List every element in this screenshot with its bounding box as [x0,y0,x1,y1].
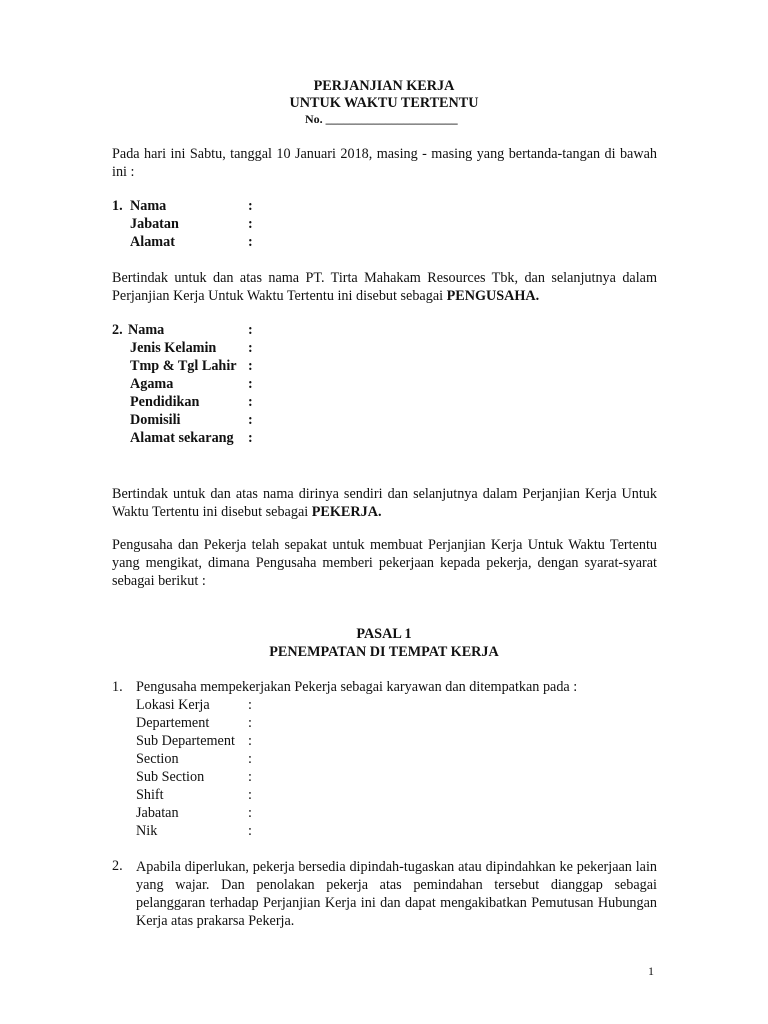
party2-number: 2. [112,322,123,338]
party2-label-alamat-sekarang: Alamat sekarang [130,430,234,446]
party2-colon: : [248,340,253,356]
item1-colon: : [248,733,252,749]
item1-colon: : [248,769,252,785]
item1-colon: : [248,751,252,767]
party1-colon: : [248,234,253,250]
party1-paragraph [112,269,657,305]
document-title: PERJANJIAN KERJA [313,78,455,94]
pasal1-subheading: PENEMPATAN DI TEMPAT KERJA [269,644,499,660]
page-number: 1 [648,964,654,978]
item1-colon: : [248,823,252,839]
party2-label-jenis-kelamin: Jenis Kelamin [130,340,217,356]
party1-label-jabatan: Jabatan [130,216,179,232]
party2-colon: : [248,430,253,446]
party2-paragraph [112,485,657,521]
pasal1-heading: PASAL 1 [356,626,412,642]
party2-paragraph-text: Bertindak untuk dan atas nama dirinya sendiri dan selanjutnya dalam Perjanjian Kerja Untuk Waktu Tertentu ini disebut sebagai [112,486,657,520]
party1-paragraph-text: Bertindak untuk dan atas nama PT. Tirta Mahakam Resources Tbk, dan selanjutnya dalam Perjanjian Kerja Untuk Waktu Tertentu ini disebut sebagai [112,270,657,304]
item1-label-section: Section [136,751,179,767]
party1-number: 1. [112,198,123,214]
item1-label-shift: Shift [136,787,164,803]
party2-role: PEKERJA. [311,504,382,520]
item2-number: 2. [112,858,123,874]
party2-colon: : [248,376,253,392]
party1-label-alamat: Alamat [130,234,175,250]
item1-colon: : [248,805,252,821]
party2-label-agama: Agama [130,376,174,392]
agreement-paragraph: Pengusaha dan Pekerja telah sepakat untuk membuat Perjanjian Kerja Untuk Waktu Tertentu yang mengikat, dimana Pengusaha memberi pekerjaan kepada pekerja, dengan syarat-syarat sebagai berikut : [112,537,657,589]
item2-text: Apabila diperlukan, pekerja bersedia dipindah-tugaskan atau dipindahkan ke pekerjaan lain yang wajar. Dan penolakan pekerja atas pemindahan tersebut dianggap sebagai pelanggaran terhadap Perjanjian Kerja ini dan dapat mengakibatkan Pemutusan Hubungan Kerja atas prakarsa Pekerja. [136,859,657,929]
party1-colon: : [248,198,253,214]
party2-label-nama: Nama [128,322,165,338]
party2-colon: : [248,394,253,410]
item1-label-jabatan: Jabatan [136,805,179,821]
item1-text: Pengusaha mempekerjakan Pekerja sebagai karyawan dan ditempatkan pada : [136,679,578,695]
item1-colon: : [248,715,252,731]
party2-label-tmp-tgl-lahir: Tmp & Tgl Lahir [130,358,237,374]
party1-label-nama: Nama [130,198,167,214]
item1-colon: : [248,787,252,803]
item1-label-departement: Departement [136,715,210,731]
document-number: No. ______________________ [305,112,458,126]
party2-colon: : [248,412,253,428]
intro-paragraph: Pada hari ini Sabtu, tanggal 10 Januari 2018, masing - masing yang bertanda-tangan di bawah ini : [112,146,657,180]
party2-label-domisili: Domisili [130,412,181,428]
item1-label-sub-section: Sub Section [136,769,205,785]
item1-number: 1. [112,679,123,695]
document-subtitle: UNTUK WAKTU TERTENTU [289,95,479,111]
party2-colon: : [248,358,253,374]
party1-role: PENGUSAHA. [446,288,540,304]
party2-label-pendidikan: Pendidikan [130,394,200,410]
item1-label-lokasi-kerja: Lokasi Kerja [136,697,210,713]
item1-colon: : [248,697,252,713]
item1-label-nik: Nik [136,823,158,839]
party2-colon: : [248,322,253,338]
party1-colon: : [248,216,253,232]
item1-label-sub-departement: Sub Departement [136,733,235,749]
